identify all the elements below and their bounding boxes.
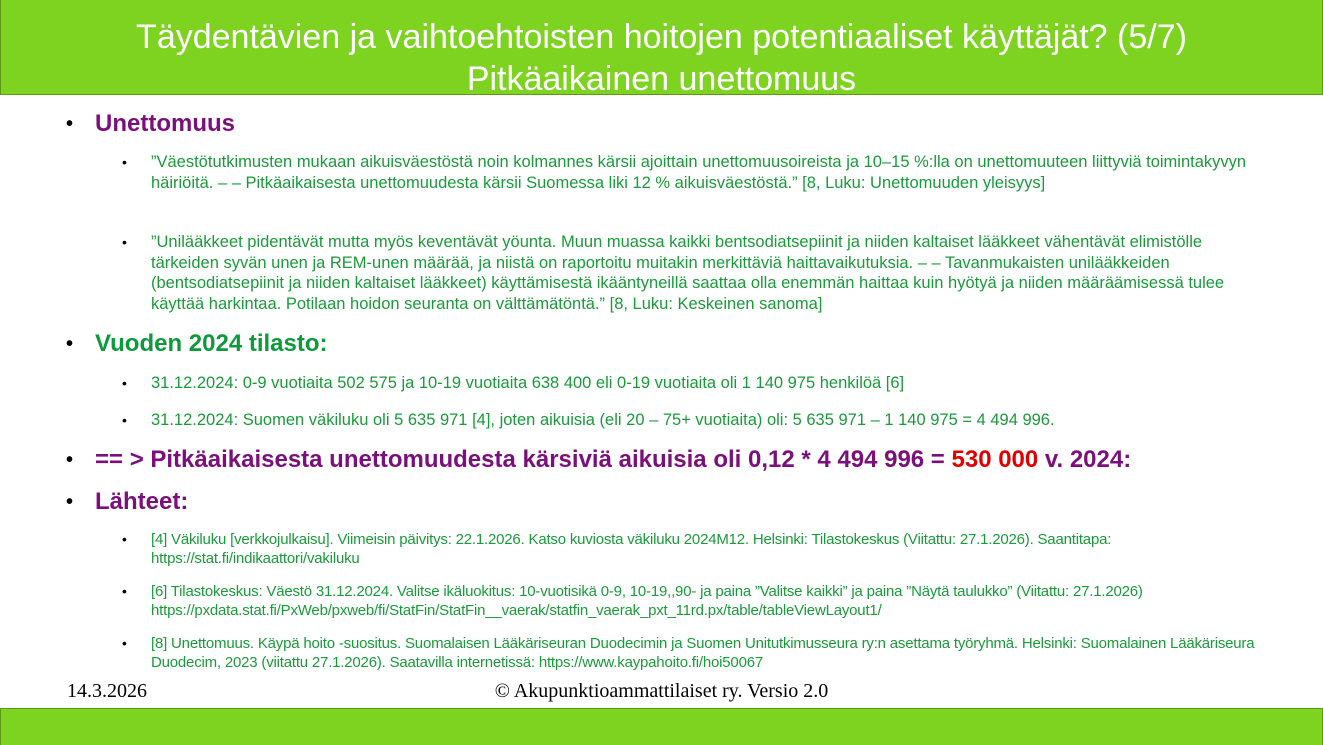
reference-text: [4] Väkiluku [verkkojulkaisu]. Viimeisin päivitys: 22.1.2026. Katso kuviosta väkiluku 2024M12. Helsinki: Tilastokeskus (Viitattu: 27.1.2026). Saantitapa: https://stat.fi/indikaattori/vakiluku bbox=[151, 531, 1112, 567]
quote-text: ”Väestötutkimusten mukaan aikuisväestöstä noin kolmannes kärsii ajoittain unettomuusoireista ja 10–15 %:lla on unettomuuteen liittyviä toimintakyvyn häiriöitä. – – Pitkäaikaisesta unettomuudesta kärsii Suomessa liki 12 % aikuisväestöstä.” [8, Luku: Unettomuuden yleisyys] bbox=[151, 153, 1247, 192]
slide-header bbox=[0, 0, 1323, 98]
result-text bbox=[95, 446, 1131, 474]
quote-text: ”Unilääkkeet pidentävät mutta myös keventävät yöunta. Muun muassa kaikki bentsodiatsepiinit ja niiden kaltaiset lääkkeet vähentävät elimistölle tärkeiden syvän unen ja REM-unen määrää, ja niistä on raportoitu muitakin merkittäviä haittavaikutuksia. – – Tavanmukaisten unilääkkeiden (bentsodiatsepiinit ja niiden kaltaiset lääkkeet) käyttämisestä ikääntyneillä saattaa olla enemmän haittaa kuin hyötyä ja niiden määräämisessä tulee käyttää harkintaa. Potilaan hoidon seuranta on välttämätöntä.” [8, Luku: Keskeinen sanoma] bbox=[151, 233, 1225, 313]
result-suffix: v. 2024: bbox=[1038, 446, 1132, 473]
heading-text: Vuoden 2024 tilasto: bbox=[95, 330, 328, 357]
bullet-glyph: • bbox=[66, 491, 74, 513]
stat-text: 31.12.2024: Suomen väkiluku oli 5 635 971 [4], joten aikuisia (eli 20 – 75+ vuotiaita) oli: 5 635 971 – 1 140 975 = 4 494 996. bbox=[151, 411, 1055, 429]
heading-text: Unettomuus bbox=[95, 110, 235, 137]
slide-title-line2: Pitkäaikainen unettomuus bbox=[466, 60, 857, 98]
bullet-glyph: • bbox=[66, 333, 74, 355]
stat-text: 31.12.2024: 0-9 vuotiaita 502 575 ja 10-19 vuotiaita 638 400 eli 0-19 vuotiaita oli 1 140 975 henkilöä [6] bbox=[151, 374, 905, 392]
bullet-glyph: • bbox=[122, 375, 127, 391]
bullet-glyph: • bbox=[122, 635, 127, 651]
result-prefix: == > Pitkäaikaisesta unettomuudesta kärsiviä aikuisia oli 0,12 * 4 494 996 = bbox=[95, 446, 952, 473]
bullet-glyph: • bbox=[66, 113, 74, 135]
reference-text: [6] Tilastokeskus: Väestö 31.12.2024. Valitse ikäluokitus: 10-vuotisikä 0-9, 10-19,,90- ja paina ”Valitse kaikki” ja paina ”Näytä taulukko” (Viitattu: 27.1.2026) https://pxdata.stat.fi/PxWeb/pxweb/fi/StatFin/StatFin__vaerak/statfin_vaerak_pxt_11rd.px/table/tableViewLayout1/ bbox=[151, 583, 1143, 619]
bullet-glyph: • bbox=[122, 412, 127, 428]
result-value: 530 000 bbox=[951, 446, 1039, 473]
bullet-glyph: • bbox=[66, 449, 74, 471]
bullet-glyph: • bbox=[122, 531, 127, 547]
heading-text: Lähteet: bbox=[95, 488, 189, 515]
reference-text: [8] Unettomuus. Käypä hoito -suositus. Suomalaisen Lääkäriseuran Duodecimin ja Suomen Unitutkimusseura ry:n asettama työryhmä. Helsinki: Suomalainen Lääkäriseura Duodecim, 2023 (viitattu 27.1.2026). Saatavilla internetissä: https://www.kaypahoito.fi/hoi50067 bbox=[151, 635, 1255, 671]
bullet-glyph: • bbox=[122, 154, 127, 170]
bullet-glyph: • bbox=[122, 583, 127, 599]
slide-footer-bar bbox=[0, 708, 1323, 745]
bullet-glyph: • bbox=[122, 234, 127, 250]
slide-title-line1: Täydentävien ja vaihtoehtoisten hoitojen potentiaaliset käyttäjät? (5/7) bbox=[136, 18, 1187, 56]
footer-copyright: © Akupunktioammattilaiset ry. Versio 2.0 bbox=[494, 680, 829, 702]
footer-date: 14.3.2026 bbox=[67, 680, 147, 702]
